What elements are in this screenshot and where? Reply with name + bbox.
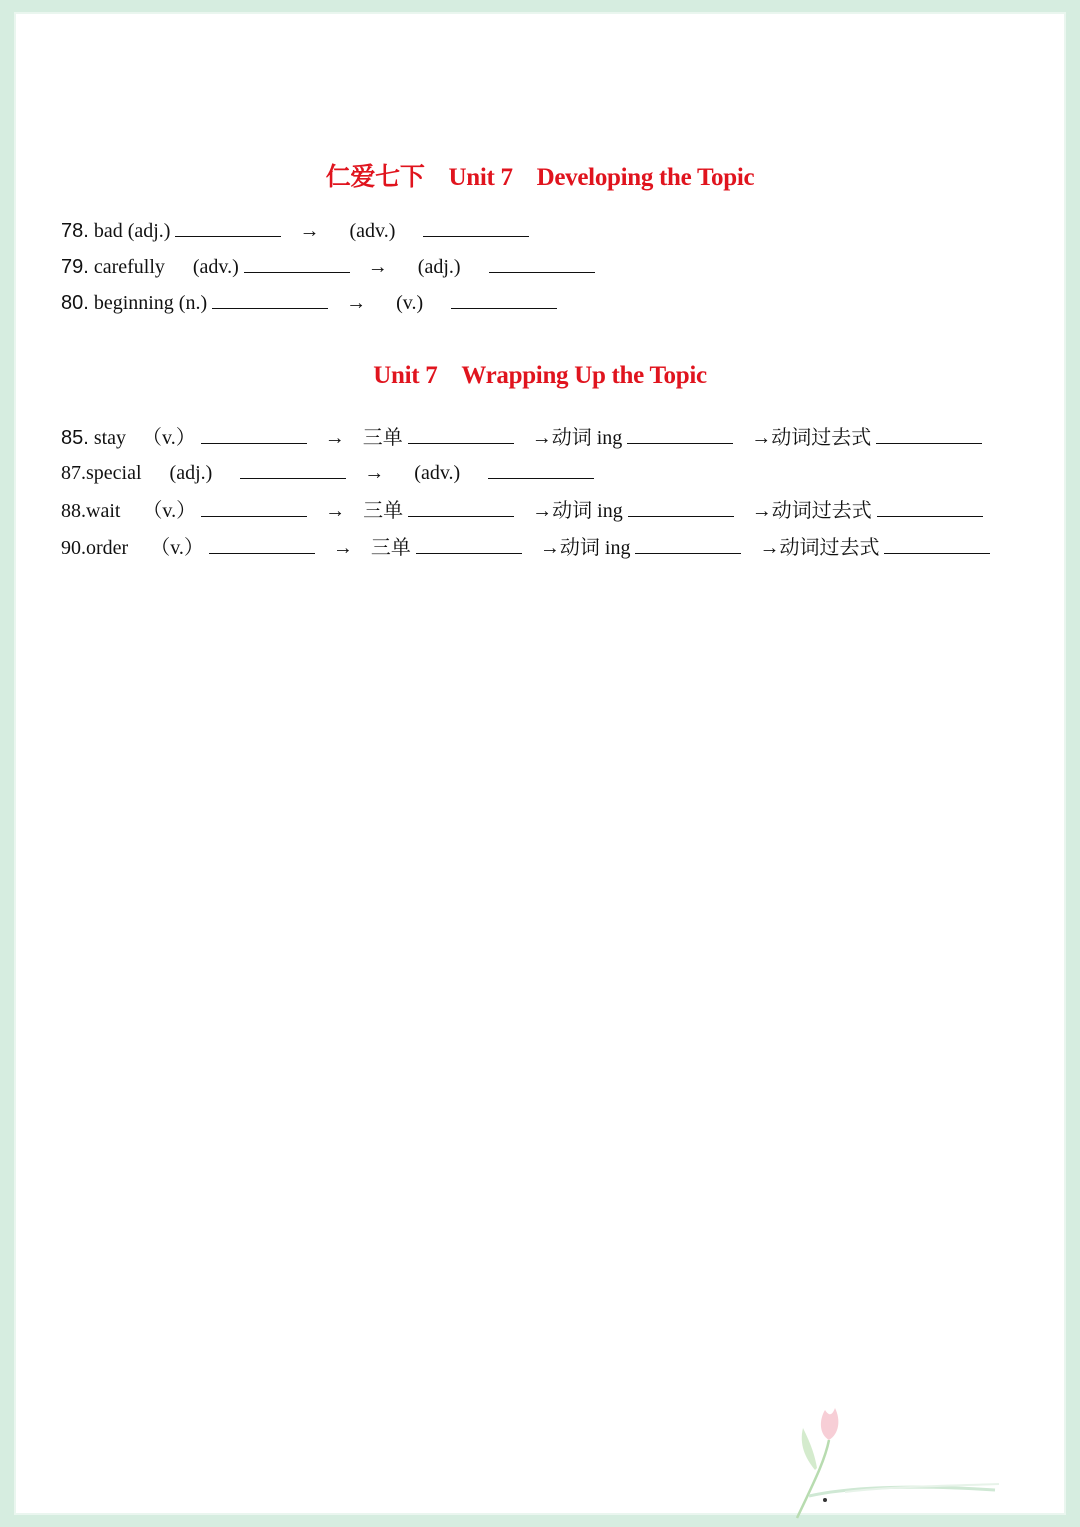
item-word: bad (adj.)	[93, 220, 171, 242]
answer-blank[interactable]	[416, 533, 522, 554]
answer-blank[interactable]	[628, 496, 734, 517]
label-third-person: 三单	[362, 427, 403, 449]
item-number: 79.	[61, 256, 89, 278]
item-number: 85.	[61, 427, 89, 449]
section-heading-wrapping	[14, 362, 1066, 390]
label-ing: →动词 ing	[532, 500, 623, 522]
label-past: →动词过去式	[751, 427, 872, 449]
exercise-row-87	[61, 458, 594, 488]
label-third-person: 三单	[363, 500, 404, 522]
item-target: (v.)	[396, 292, 424, 314]
label-third-person: 三单	[370, 537, 411, 559]
answer-blank[interactable]	[884, 533, 990, 554]
item-word: carefully	[93, 256, 165, 278]
answer-blank[interactable]	[408, 423, 514, 444]
arrow: →	[325, 500, 346, 522]
answer-blank[interactable]	[201, 496, 307, 517]
tulip-icon	[785, 1400, 1015, 1520]
answer-blank[interactable]	[489, 252, 595, 273]
item-pos: (adv.)	[192, 256, 239, 278]
tulip-logo	[785, 1400, 1015, 1520]
heading-unit: Unit 7	[373, 362, 438, 389]
answer-blank[interactable]	[201, 423, 307, 444]
heading-cn: 仁爱七下	[325, 164, 425, 191]
exercise-row-88	[61, 494, 983, 524]
exercise-row-78	[61, 216, 529, 246]
exercise-row-85	[61, 421, 982, 451]
label-past: →动词过去式	[759, 537, 880, 559]
label-ing: →动词 ing	[539, 537, 631, 559]
item-word: beginning (n.)	[93, 292, 208, 314]
answer-blank[interactable]	[240, 458, 346, 479]
heading-topic: Wrapping Up the Topic	[461, 362, 707, 389]
answer-blank[interactable]	[408, 496, 514, 517]
heading-unit: Unit 7	[448, 164, 513, 191]
item-target: (adv.)	[414, 462, 461, 484]
item-number: 87.special	[61, 462, 142, 484]
exercise-row-80	[61, 288, 557, 318]
answer-blank[interactable]	[488, 458, 594, 479]
item-pos: (adj.)	[169, 462, 213, 484]
arrow: →	[367, 256, 388, 278]
arrow: →	[332, 537, 353, 559]
answer-blank[interactable]	[451, 288, 557, 309]
item-pos: （v.）	[142, 427, 196, 449]
item-pos: （v.）	[150, 537, 204, 559]
item-number: 78.	[61, 220, 89, 242]
answer-blank[interactable]	[209, 533, 315, 554]
item-number: 80.	[61, 292, 89, 314]
section-heading-developing	[14, 157, 1066, 193]
item-number: 88.wait	[61, 500, 121, 522]
answer-blank[interactable]	[175, 216, 281, 237]
exercise-row-79	[61, 252, 595, 282]
arrow: →	[324, 427, 345, 449]
label-ing: →动词 ing	[531, 427, 623, 449]
answer-blank[interactable]	[244, 252, 350, 273]
heading-topic: Developing the Topic	[536, 164, 755, 191]
answer-blank[interactable]	[877, 496, 983, 517]
arrow: →	[346, 292, 367, 314]
item-target: (adv.)	[349, 220, 396, 242]
answer-blank[interactable]	[212, 288, 328, 309]
exercise-row-90	[61, 531, 990, 561]
arrow: →	[364, 462, 385, 484]
answer-blank[interactable]	[627, 423, 733, 444]
answer-blank[interactable]	[635, 533, 741, 554]
worksheet-page	[14, 12, 1066, 1515]
arrow: →	[299, 220, 320, 242]
item-pos: （v.）	[142, 500, 197, 522]
item-word: stay	[93, 427, 127, 449]
label-past: →动词过去式	[751, 500, 872, 522]
answer-blank[interactable]	[876, 423, 982, 444]
item-number: 90.order	[61, 537, 129, 559]
item-target: (adj.)	[417, 256, 461, 278]
answer-blank[interactable]	[423, 216, 529, 237]
